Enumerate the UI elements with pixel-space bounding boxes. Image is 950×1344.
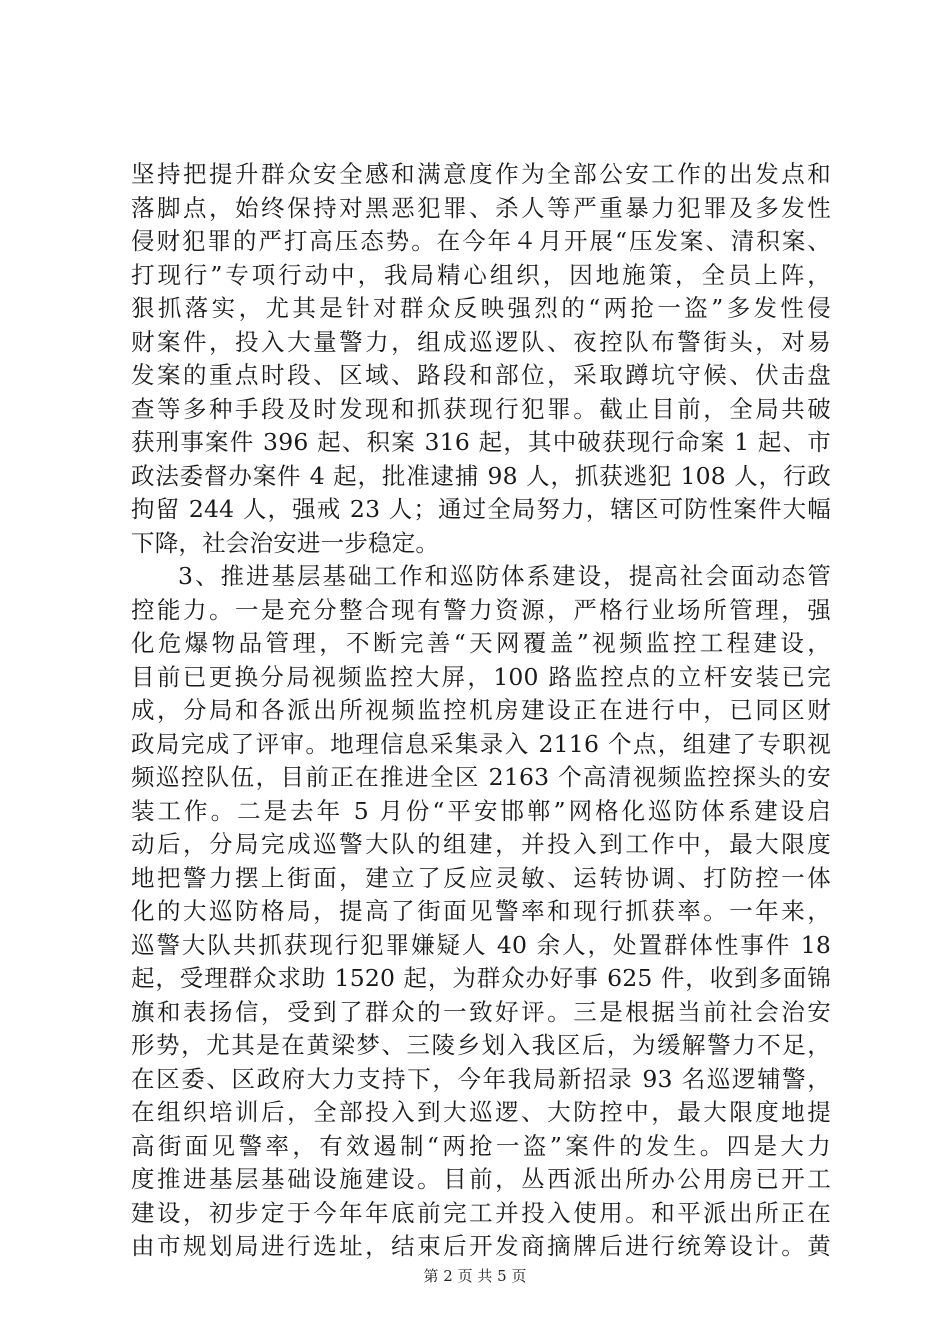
text-line: 目前已更换分局视频监控大屏，100 路监控点的立杆安装已完 [131,662,831,691]
paragraph [131,158,831,560]
text-line: 地把警力摆上街面，建立了反应灵敏、运转协调、打防控一体 [131,863,831,892]
text-line: 在组织培训后，全部投入到大巡逻、大防控中，最大限度地提 [131,1098,831,1126]
text-line: 打现行”专项行动中，我局精心组织，因地施策，全员上阵， [131,260,831,289]
text-line: 政法委督办案件 4 起，批准逮捕 98 人，抓获逃犯 108 人，行政 [131,461,831,490]
text-line: 旗和表扬信，受到了群众的一致好评。三是根据当前社会治安 [131,997,831,1026]
text-line: 建设，初步定于今年年底前完工并投入使用。和平派出所正在 [131,1198,831,1227]
text-line: 由市规划局进行选址，结束后开发商摘牌后进行统筹设计。黄 [131,1232,831,1260]
text-line: 巡警大队共抓获现行犯罪嫌疑人 40 余人，处置群体性事件 18 [131,930,831,959]
text-line: 形势，尤其是在黄梁梦、三陵乡划入我区后，为缓解警力不足， [131,1031,831,1059]
text-line: 狠抓落实，尤其是针对群众反映强烈的“两抢一盗”多发性侵 [131,294,831,322]
text-line: 侵财犯罪的严打高压态势。在今年４月开展“压发案、清积案、 [131,227,831,255]
text-line: 化危爆物品管理，不断完善“天网覆盖”视频监控工程建设， [131,629,831,657]
text-line: 化的大巡防格局，提高了街面见警率和现行抓获率。一年来， [131,897,831,925]
text-line: 财案件，投入大量警力，组成巡逻队、夜控队布警街头，对易 [131,327,831,356]
text-line: 控能力。一是充分整合现有警力资源，严格行业场所管理，强 [131,595,831,624]
text-line: 获刑事案件 396 起、积案 316 起，其中破获现行命案 1 起、市 [131,428,831,456]
text-line: 高街面见警率，有效遏制“两抢一盗”案件的发生。四是大力 [131,1131,831,1160]
text-line: 成，分局和各派出所视频监控机房建设正在进行中，已同区财 [131,696,831,724]
text-line: 3、推进基层基础工作和巡防体系建设，提高社会面动态管 [178,562,831,590]
text-line: 查等多种手段及时发现和抓获现行犯罪。截止目前，全局共破 [131,394,831,423]
paragraph [131,560,831,1264]
text-line: 发案的重点时段、区域、路段和部位，采取蹲坑守候、伏击盘 [131,361,831,389]
text-line: 政局完成了评审。地理信息采集录入 2116 个点，组建了专职视 [131,729,831,758]
page-footer: 第 2 页 共 5 页 [423,1267,527,1285]
text-line: 下降，社会治安进一步稳定。 [131,528,440,557]
text-line: 动后，分局完成巡警大队的组建，并投入到工作中，最大限度 [131,830,831,858]
text-line: 在区委、区政府大力支持下，今年我局新招录 93 名巡逻辅警， [131,1064,831,1093]
body-text [131,158,831,1264]
text-line: 度推进基层基础设施建设。目前，丛西派出所办公用房已开工 [131,1165,831,1193]
text-line: 坚持把提升群众安全感和满意度作为全部公安工作的出发点和 [131,160,831,188]
text-line: 拘留 244 人，强戒 23 人；通过全局努力，辖区可防性案件大幅 [131,495,831,523]
text-line: 落脚点，始终保持对黑恶犯罪、杀人等严重暴力犯罪及多发性 [131,193,831,222]
text-line: 装工作。二是去年 5 月份“平安邯郸”网格化巡防体系建设启 [131,796,831,825]
text-line: 起，受理群众求助 1520 起，为群众办好事 625 件，收到多面锦 [131,964,831,992]
text-line: 频巡控队伍，目前正在推进全区 2163 个高清视频监控探头的安 [131,763,831,791]
